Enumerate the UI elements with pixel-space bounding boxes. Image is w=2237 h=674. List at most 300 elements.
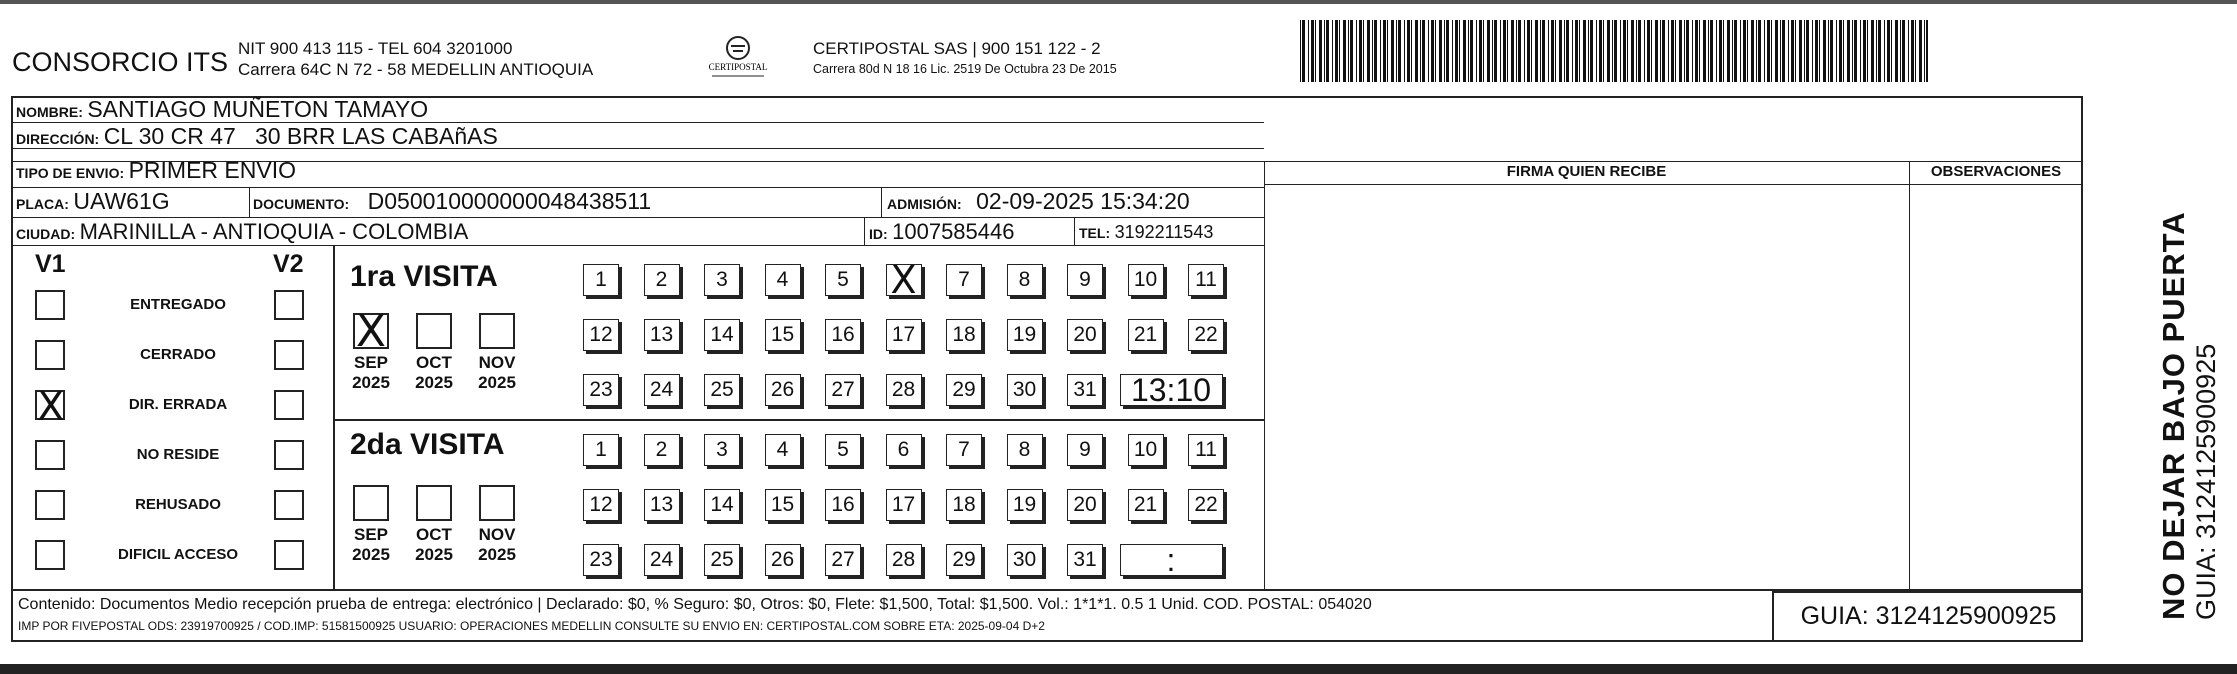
barcode-bar [1671, 20, 1674, 82]
barcode-bar [1516, 20, 1517, 82]
day-box[interactable]: 25 [704, 544, 740, 576]
barcode-bar [1583, 20, 1586, 82]
certipostal-logo [702, 34, 774, 84]
visit-month-checkbox[interactable] [353, 306, 389, 357]
barcode-bar [1679, 20, 1682, 82]
bottom-rule [0, 664, 2237, 674]
barcode-bar [1372, 20, 1373, 82]
status-v1-checkbox[interactable] [35, 290, 65, 320]
barcode-bar [1695, 20, 1698, 82]
day-box[interactable]: 11 [1188, 264, 1224, 296]
barcode-bar [1743, 20, 1746, 82]
barcode-bar [1428, 20, 1429, 82]
day-box[interactable]: 16 [825, 489, 861, 521]
visit-month-checkbox[interactable] [416, 313, 452, 349]
tel-value: 3192211543 [1114, 222, 1214, 242]
barcode-bar [1404, 20, 1405, 82]
barcode-bar [1439, 20, 1442, 82]
barcode-bar [1483, 20, 1484, 82]
barcode-bar [1655, 20, 1658, 82]
status-label: CERRADO [140, 346, 216, 363]
barcode-bar [1924, 20, 1925, 82]
column-divider [881, 187, 882, 217]
day-box[interactable]: 18 [946, 489, 982, 521]
barcode-bar [1548, 20, 1549, 82]
barcode-bar [1374, 20, 1377, 82]
barcode-bar [1710, 20, 1713, 82]
barcode-bar [1324, 20, 1325, 82]
barcode-bar [1463, 20, 1466, 82]
barcode-bar [1407, 20, 1410, 82]
day-box[interactable] [886, 258, 922, 302]
barcode-bar [1775, 20, 1778, 82]
status-v2-checkbox[interactable] [274, 290, 304, 320]
barcode-bar [1860, 20, 1861, 82]
day-box[interactable]: 31 [1067, 544, 1103, 576]
observations-header: OBSERVACIONES [1930, 163, 2062, 180]
day-box[interactable]: 8 [1007, 264, 1043, 296]
barcode-bar [1332, 20, 1333, 82]
barcode-bar [1350, 20, 1353, 82]
day-box[interactable]: 2 [644, 434, 680, 466]
barcode-bar [1572, 20, 1573, 82]
barcode-bar [1398, 20, 1401, 82]
barcode-bar [1452, 20, 1453, 82]
day-box[interactable]: 22 [1188, 319, 1224, 351]
signature-area[interactable] [1266, 188, 1907, 587]
status-v2-checkbox[interactable] [274, 340, 304, 370]
barcode-bar [1555, 20, 1556, 82]
barcode-bar [1339, 20, 1340, 82]
barcode-bar [1887, 20, 1890, 82]
barcode-bar [1335, 20, 1338, 82]
barcode-bar [1734, 20, 1737, 82]
barcode-bar [1391, 20, 1394, 82]
document-row [253, 188, 651, 215]
day-box[interactable]: 29 [946, 544, 982, 576]
admission-row [887, 188, 1190, 215]
visit1-title: 1ra VISITA [350, 260, 498, 293]
visit-month-label: SEP [353, 353, 389, 372]
barcode-bar [1900, 20, 1901, 82]
company-info [238, 38, 593, 80]
day-box[interactable]: 9 [1067, 434, 1103, 466]
barcode-bar [1599, 20, 1602, 82]
barcode-bar [1308, 20, 1309, 82]
type-label: TIPO DE ENVIO: [16, 165, 125, 181]
day-box[interactable]: 26 [765, 544, 801, 576]
barcode-bar [1828, 20, 1829, 82]
day-box[interactable]: 13 [644, 319, 680, 351]
visit-divider [333, 419, 1264, 421]
day-box[interactable]: 5 [825, 264, 861, 296]
day-box[interactable]: 1 [583, 264, 619, 296]
row-divider [11, 245, 1264, 246]
barcode-bar [1919, 20, 1922, 82]
day-box[interactable]: 10 [1128, 434, 1164, 466]
signature-header: FIRMA QUIEN RECIBE [1506, 163, 1667, 180]
visit-month-label: SEP [353, 525, 389, 544]
visit-year-label: 2025 [352, 545, 390, 564]
barcode-bar [1756, 20, 1757, 82]
barcode-bar [1815, 20, 1818, 82]
no-leave-under-door-text: NO DEJAR BAJO PUERTA [2156, 211, 2191, 620]
day-box[interactable]: 21 [1128, 489, 1164, 521]
status-v2-checkbox[interactable] [274, 540, 304, 570]
day-box[interactable]: 3 [704, 264, 740, 296]
barcode-bar [1915, 20, 1916, 82]
v1-header: V1 [35, 250, 66, 278]
barcode-bar [1311, 20, 1314, 82]
barcode-bar [1315, 20, 1316, 82]
day-box[interactable]: 2 [644, 264, 680, 296]
barcode-bar [1651, 20, 1652, 82]
day-box[interactable]: 23 [583, 544, 619, 576]
column-divider [1264, 161, 1265, 589]
barcode-bar [1854, 20, 1857, 82]
day-box[interactable]: 31 [1067, 374, 1103, 406]
barcode-bar [1795, 20, 1796, 82]
day-box[interactable]: 12 [583, 489, 619, 521]
barcode-bar [1926, 20, 1928, 82]
barcode-bar [1830, 20, 1833, 82]
barcode-bar [1518, 20, 1521, 82]
visit-month-label: OCT [416, 353, 452, 372]
barcode-bar [1420, 20, 1421, 82]
day-box[interactable]: 8 [1007, 434, 1043, 466]
barcode-bar [1876, 20, 1877, 82]
visit-month-checkbox[interactable] [353, 485, 389, 521]
day-box[interactable]: 27 [825, 544, 861, 576]
barcode-bar [1446, 20, 1449, 82]
barcode-bar [1435, 20, 1436, 82]
visit-month-checkbox[interactable] [479, 485, 515, 521]
status-label: ENTREGADO [130, 296, 226, 313]
day-box[interactable]: 4 [765, 264, 801, 296]
plate-value: UAW61G [73, 188, 170, 214]
barcode-bar [1579, 20, 1580, 82]
barcode-bar [1806, 20, 1809, 82]
barcode-bar [1494, 20, 1497, 82]
day-box[interactable]: 30 [1007, 544, 1043, 576]
visit-month-checkbox[interactable] [416, 485, 452, 521]
barcode-bar [1422, 20, 1425, 82]
day-box[interactable]: 15 [765, 319, 801, 351]
day-box[interactable]: 25 [704, 374, 740, 406]
barcode-bar [1636, 20, 1637, 82]
barcode-bar [1588, 20, 1589, 82]
barcode-bar [1867, 20, 1868, 82]
barcode-bar [1380, 20, 1381, 82]
barcode-bar [1470, 20, 1473, 82]
name-label: NOMBRE: [16, 104, 83, 120]
visit-year-label: 2025 [478, 545, 516, 564]
company-address: Carrera 64C N 72 - 58 MEDELLIN ANTIOQUIA [238, 60, 594, 79]
day-box[interactable]: 19 [1007, 319, 1043, 351]
guia-number-box: GUIA: 3124125900925 [1772, 591, 2083, 642]
status-v1-checkbox[interactable] [35, 540, 65, 570]
certipostal-address: Carrera 80d N 18 16 Lic. 2519 De Octubra 23 De 2015 [813, 62, 1117, 76]
barcode-bar [1823, 20, 1826, 82]
city-label: CIUDAD: [16, 226, 76, 242]
barcode-bar [1662, 20, 1665, 82]
admission-value: 02-09-2025 15:34:20 [976, 188, 1190, 214]
visit-month-mark: X [355, 306, 387, 357]
visit-year-label: 2025 [415, 373, 453, 392]
barcode-bar [1727, 20, 1730, 82]
day-box[interactable]: 20 [1067, 319, 1103, 351]
barcode-bar [1839, 20, 1842, 82]
column-divider [1074, 217, 1075, 245]
status-v1-checkbox[interactable] [35, 490, 65, 520]
barcode-bar [1479, 20, 1482, 82]
id-label: ID: [869, 226, 888, 242]
day-box[interactable]: 14 [704, 489, 740, 521]
barcode-bar [1507, 20, 1508, 82]
day-box[interactable]: 4 [765, 434, 801, 466]
column-divider [249, 187, 250, 217]
day-box[interactable]: 24 [644, 374, 680, 406]
name-row [16, 96, 428, 123]
status-v1-checkbox[interactable] [35, 384, 65, 430]
barcode-bar [1566, 20, 1569, 82]
barcode-bar [1895, 20, 1898, 82]
day-box[interactable]: 9 [1067, 264, 1103, 296]
column-divider [864, 217, 865, 245]
barcode-bar [1644, 20, 1645, 82]
shipment-type: PRIMER ENVIO [128, 157, 296, 183]
status-v2-checkbox[interactable] [274, 390, 304, 420]
status-v1-checkbox[interactable] [35, 340, 65, 370]
barcode-bar [1487, 20, 1490, 82]
visit-year-label: 2025 [478, 373, 516, 392]
barcode-bar [1660, 20, 1661, 82]
barcode-bar [1359, 20, 1362, 82]
barcode-bar [1603, 20, 1604, 82]
visit-month-label: NOV [478, 353, 516, 372]
day-box[interactable]: 17 [886, 489, 922, 521]
visit-month-label: NOV [478, 525, 516, 544]
barcode-bar [1431, 20, 1434, 82]
status-v1-checkbox[interactable] [35, 440, 65, 470]
row-divider [11, 217, 1264, 218]
day-box[interactable]: 17 [886, 319, 922, 351]
barcode-bar [1740, 20, 1741, 82]
barcode-bar [1703, 20, 1706, 82]
barcode-bar [1780, 20, 1781, 82]
day-box[interactable]: 21 [1128, 319, 1164, 351]
day-box[interactable]: 28 [886, 374, 922, 406]
barcode-bar [1575, 20, 1578, 82]
barcode-bar [1524, 20, 1525, 82]
barcode-bar [1300, 20, 1301, 82]
barcode-bar [1908, 20, 1909, 82]
logo-text: CERTIPOSTAL [708, 62, 768, 72]
barcode-bar [1319, 20, 1322, 82]
barcode-bar [1771, 20, 1772, 82]
plate-row [16, 188, 170, 215]
day-box[interactable]: 27 [825, 374, 861, 406]
visit-year-label: 2025 [352, 373, 390, 392]
day-box[interactable]: 29 [946, 374, 982, 406]
barcode-bar [1686, 20, 1689, 82]
day-box[interactable]: 1 [583, 434, 619, 466]
barcode-bar [1367, 20, 1370, 82]
print-info-line: IMP POR FIVEPOSTAL ODS: 23919700925 / COD.IMP: 51581500925 USUARIO: OPERACIONES MEDELLIN CONSULTE SU ENVIO EN: CERTIPOSTAL.COM SOBRE ETA: 2025-09-04 D+2 [18, 619, 1045, 633]
barcode-bar [1782, 20, 1785, 82]
status-label: DIR. ERRADA [128, 396, 228, 413]
barcode-bar [1590, 20, 1593, 82]
barcode-bar [1758, 20, 1761, 82]
visit-month-checkbox[interactable] [479, 313, 515, 349]
barcode-bar [1627, 20, 1628, 82]
status-v1-mark: X [37, 384, 65, 430]
barcode-bar [1902, 20, 1905, 82]
day-box[interactable]: 28 [886, 544, 922, 576]
document-label: DOCUMENTO: [253, 196, 350, 212]
status-v2-checkbox[interactable] [274, 440, 304, 470]
certipostal-info [813, 38, 1117, 80]
day-box[interactable]: 22 [1188, 489, 1224, 521]
barcode-bar [1348, 20, 1349, 82]
day-box[interactable]: 20 [1067, 489, 1103, 521]
side-guia-number: GUIA: 3124125900925 [2191, 343, 2221, 620]
day-mark: X [890, 258, 917, 302]
day-box[interactable]: 16 [825, 319, 861, 351]
barcode-bar [1343, 20, 1346, 82]
barcode-bar [1326, 20, 1329, 82]
barcode-bar [1551, 20, 1554, 82]
day-box[interactable]: 10 [1128, 264, 1164, 296]
certipostal-nit: CERTIPOSTAL SAS | 900 151 122 - 2 [813, 39, 1101, 58]
barcode-bar [1723, 20, 1724, 82]
tel-row [1079, 222, 1213, 243]
barcode-bar [1396, 20, 1397, 82]
status-v2-checkbox[interactable] [274, 490, 304, 520]
day-box[interactable]: 19 [1007, 489, 1043, 521]
column-divider [333, 245, 335, 589]
barcode-bar [1799, 20, 1802, 82]
recipient-name: SANTIAGO MUÑETON TAMAYO [87, 96, 429, 122]
barcode-bar [1647, 20, 1650, 82]
barcode-bar [1716, 20, 1717, 82]
barcode-bar [1500, 20, 1501, 82]
barcode-bar [1612, 20, 1613, 82]
barcode [1300, 20, 1930, 82]
barcode-bar [1791, 20, 1794, 82]
address-row [16, 123, 498, 150]
barcode-bar [1387, 20, 1388, 82]
id-value: 1007585446 [892, 219, 1015, 244]
barcode-bar [1415, 20, 1418, 82]
barcode-bar [1542, 20, 1545, 82]
visit-time-box[interactable]: 13:10 [1120, 374, 1223, 406]
status-label: DIFICIL ACCESO [117, 546, 238, 563]
side-notice [2157, 211, 2221, 620]
observations-area[interactable] [1911, 188, 2081, 587]
day-box[interactable]: 11 [1188, 434, 1224, 466]
barcode-bar [1620, 20, 1621, 82]
company-nit-tel: NIT 900 413 115 - TEL 604 3201000 [238, 39, 513, 58]
visit-month-label: OCT [416, 525, 452, 544]
city-value: MARINILLA - ANTIOQUIA - COLOMBIA [79, 219, 469, 244]
barcode-bar [1692, 20, 1693, 82]
barcode-bar [1444, 20, 1445, 82]
day-box[interactable]: 18 [946, 319, 982, 351]
day-box[interactable]: 26 [765, 374, 801, 406]
day-box[interactable]: 15 [765, 489, 801, 521]
day-box[interactable]: 24 [644, 544, 680, 576]
barcode-bar [1614, 20, 1617, 82]
barcode-bar [1476, 20, 1477, 82]
day-box[interactable]: 3 [704, 434, 740, 466]
visit-year-label: 2025 [415, 545, 453, 564]
barcode-bar [1675, 20, 1676, 82]
day-box[interactable]: 6 [886, 434, 922, 466]
barcode-bar [1836, 20, 1837, 82]
status-label: REHUSADO [135, 496, 221, 513]
day-box[interactable]: 23 [583, 374, 619, 406]
visit2-title: 2da VISITA [350, 428, 505, 461]
day-box[interactable]: 14 [704, 319, 740, 351]
day-box[interactable]: 30 [1007, 374, 1043, 406]
day-box[interactable]: 7 [946, 264, 982, 296]
day-box[interactable]: 5 [825, 434, 861, 466]
barcode-bar [1751, 20, 1754, 82]
barcode-bar [1767, 20, 1770, 82]
barcode-bar [1503, 20, 1506, 82]
barcode-bar [1719, 20, 1722, 82]
barcode-bar [1878, 20, 1881, 82]
barcode-bar [1843, 20, 1844, 82]
barcode-bar [1468, 20, 1469, 82]
day-box[interactable]: 12 [583, 319, 619, 351]
v2-header: V2 [273, 250, 304, 278]
barcode-bar [1492, 20, 1493, 82]
admission-label: ADMISIÓN: [887, 196, 962, 212]
recipient-address: CL 30 CR 47 30 BRR LAS CABAñAS [103, 123, 498, 149]
barcode-bar [1623, 20, 1626, 82]
type-row [16, 157, 296, 184]
barcode-bar [1559, 20, 1562, 82]
plate-label: PLACA: [16, 196, 69, 212]
barcode-bar [1383, 20, 1386, 82]
day-box[interactable]: 7 [946, 434, 982, 466]
row-divider [11, 161, 2083, 162]
barcode-bar [1527, 20, 1530, 82]
barcode-bar [1302, 20, 1305, 82]
barcode-bar [1911, 20, 1914, 82]
barcode-bar [1459, 20, 1460, 82]
contents-line: Contenido: Documentos Medio recepción prueba de entrega: electrónico | Declarado: $0, % Seguro: $0, Otros: $0, Flete: $1,500, Total: $1,500. Vol.: 1*1*1. 0.5 1 Unid. COD. POSTAL: 054020 [18, 596, 1372, 613]
barcode-bar [1747, 20, 1748, 82]
barcode-bar [1607, 20, 1610, 82]
barcode-bar [1788, 20, 1789, 82]
column-divider [1909, 161, 1910, 589]
barcode-bar [1638, 20, 1641, 82]
day-box[interactable]: 13 [644, 489, 680, 521]
visit-time-box[interactable]: : [1120, 544, 1223, 576]
row-divider [1264, 184, 2083, 185]
top-rule [0, 0, 2237, 4]
barcode-bar [1363, 20, 1364, 82]
barcode-bar [1871, 20, 1874, 82]
barcode-bar [1356, 20, 1357, 82]
barcode-bar [1804, 20, 1805, 82]
address-label: DIRECCIÓN: [16, 131, 100, 147]
barcode-bar [1891, 20, 1892, 82]
barcode-bar [1847, 20, 1850, 82]
